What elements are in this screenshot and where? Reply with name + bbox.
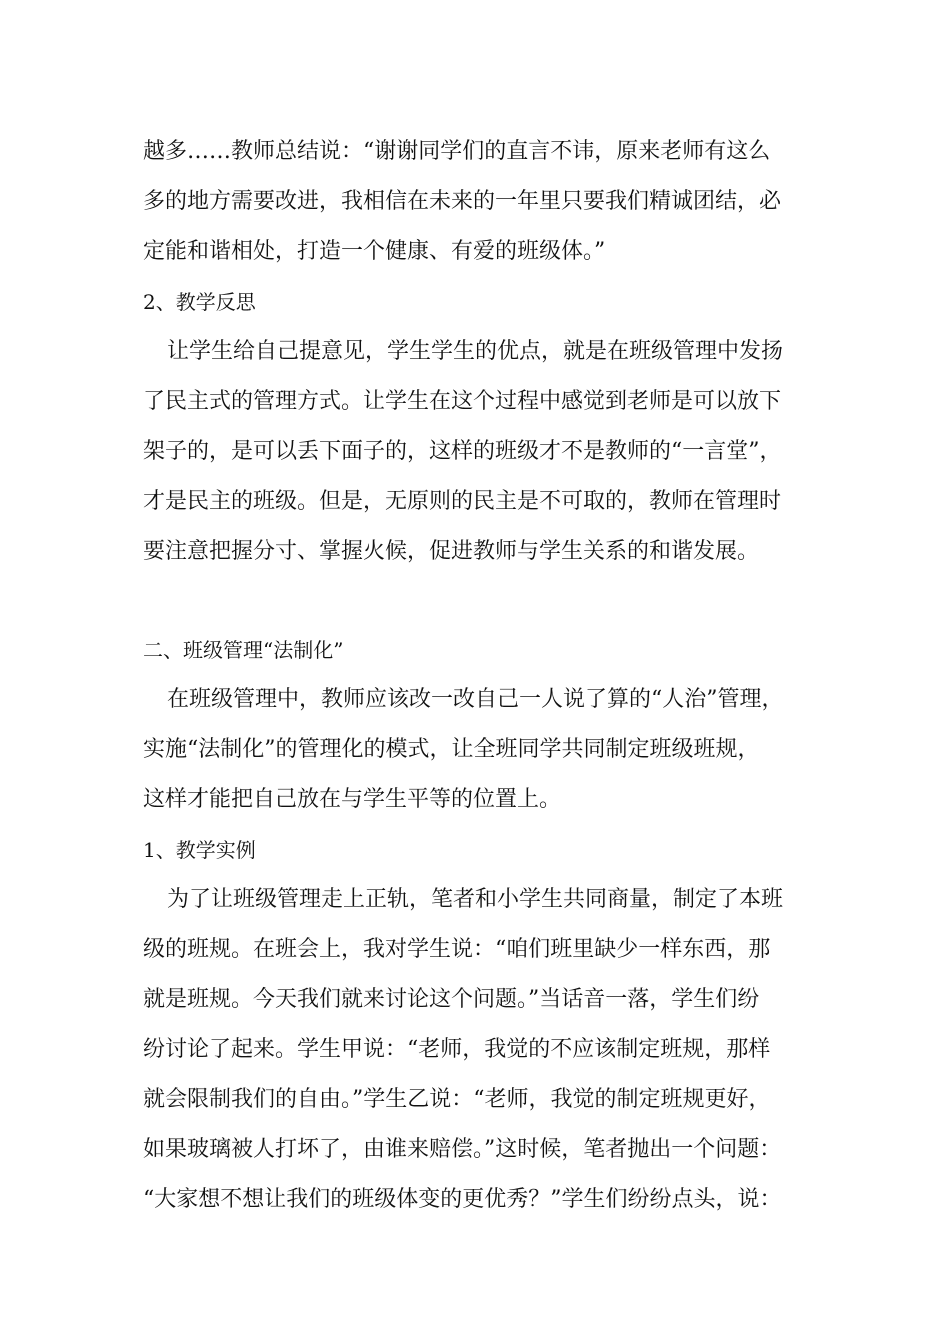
paragraph-line: 越多……教师总结说：“谢谢同学们的直言不讳，原来老师有这么 — [143, 139, 771, 164]
section-heading: 二、班级管理“法制化” — [143, 638, 344, 662]
section-heading: 2、教学反思 — [143, 290, 256, 314]
paragraph-line: 了民主式的管理方式。让学生在这个过程中感觉到老师是可以放下 — [143, 389, 782, 414]
paragraph-line: 要注意把握分寸、掌握火候，促进教师与学生关系的和谐发展。 — [143, 539, 760, 564]
section-heading: 1、教学实例 — [143, 838, 256, 862]
paragraph-line: “大家想不想让我们的班级体变的更优秀？”学生们纷纷点头，说： — [143, 1187, 782, 1212]
paragraph-line: 纷讨论了起来。学生甲说：“老师，我觉的不应该制定班规，那样 — [143, 1037, 771, 1062]
paragraph-line: 让学生给自己提意见，学生学生的优点，就是在班级管理中发扬 — [167, 339, 784, 364]
paragraph-line: 级的班规。在班会上，我对学生说：“咱们班里缺少一样东西，那 — [143, 937, 771, 962]
paragraph-line: 为了让班级管理走上正轨，笔者和小学生共同商量，制定了本班 — [167, 887, 784, 912]
paragraph-line: 这样才能把自己放在与学生平等的位置上。 — [143, 787, 562, 812]
paragraph-line: 就是班规。今天我们就来讨论这个问题。”当话音一落，学生们纷 — [143, 987, 760, 1012]
paragraph-line: 如果玻璃被人打坏了，由谁来赔偿。”这时候，笔者抛出一个问题： — [143, 1137, 782, 1162]
paragraph-line: 多的地方需要改进，我相信在未来的一年里只要我们精诚团结，必 — [143, 189, 782, 214]
paragraph-line: 实施“法制化”的管理化的模式，让全班同学共同制定班级班规， — [143, 737, 760, 762]
paragraph-line: 在班级管理中，教师应该改一改自己一人说了算的“人治”管理， — [167, 687, 784, 712]
paragraph-line: 就会限制我们的自由。”学生乙说：“老师，我觉的制定班规更好， — [143, 1087, 771, 1112]
paragraph-line: 才是民主的班级。但是，无原则的民主是不可取的，教师在管理时 — [143, 489, 782, 514]
paragraph-line: 架子的，是可以丢下面子的，这样的班级才不是教师的“一言堂”， — [143, 439, 782, 464]
paragraph-line: 定能和谐相处，打造一个健康、有爱的班级体。” — [143, 239, 606, 264]
